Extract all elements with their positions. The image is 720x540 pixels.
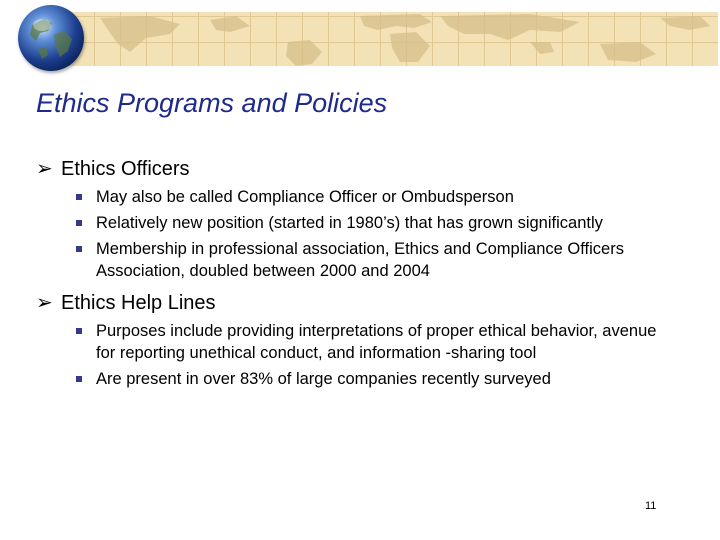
slide-title: Ethics Programs and Policies — [36, 88, 388, 118]
bullet-text: Purposes include providing interpretations of proper ethical behavior, avenue for reporting unethical conduct, and information -sharing tool — [96, 322, 657, 362]
globe-icon — [18, 5, 84, 71]
square-bullet-icon — [76, 246, 82, 252]
level1-bullet — [36, 152, 686, 186]
bullet-text: Relatively new position (started in 1980’s) that has grown significantly — [96, 214, 603, 232]
level2-bullet — [76, 212, 686, 234]
world-map-banner — [60, 12, 718, 66]
bullet-text: May also be called Compliance Officer or Ombudsperson — [96, 188, 514, 206]
section-ethics-help-lines — [36, 286, 686, 390]
level1-bullet — [36, 286, 686, 320]
bullet-text: Are present in over 83% of large companies recently surveyed — [96, 370, 551, 388]
bullet-text: Membership in professional association, Ethics and Compliance Officers Association, doubled between 2000 and 2004 — [96, 240, 624, 280]
square-bullet-icon — [76, 220, 82, 226]
level2-bullet — [76, 238, 686, 282]
level2-bullet — [76, 186, 686, 208]
arrow-bullet-icon: ➢ — [36, 292, 53, 314]
bullet-list — [36, 152, 686, 394]
section-ethics-officers — [36, 152, 686, 282]
arrow-bullet-icon: ➢ — [36, 158, 53, 180]
page-number: 11 — [645, 500, 657, 512]
level2-bullet — [76, 368, 686, 390]
square-bullet-icon — [76, 328, 82, 334]
section-heading: Ethics Help Lines — [61, 292, 216, 314]
section-heading: Ethics Officers — [61, 158, 190, 180]
square-bullet-icon — [76, 376, 82, 382]
square-bullet-icon — [76, 194, 82, 200]
level2-bullet — [76, 320, 686, 364]
